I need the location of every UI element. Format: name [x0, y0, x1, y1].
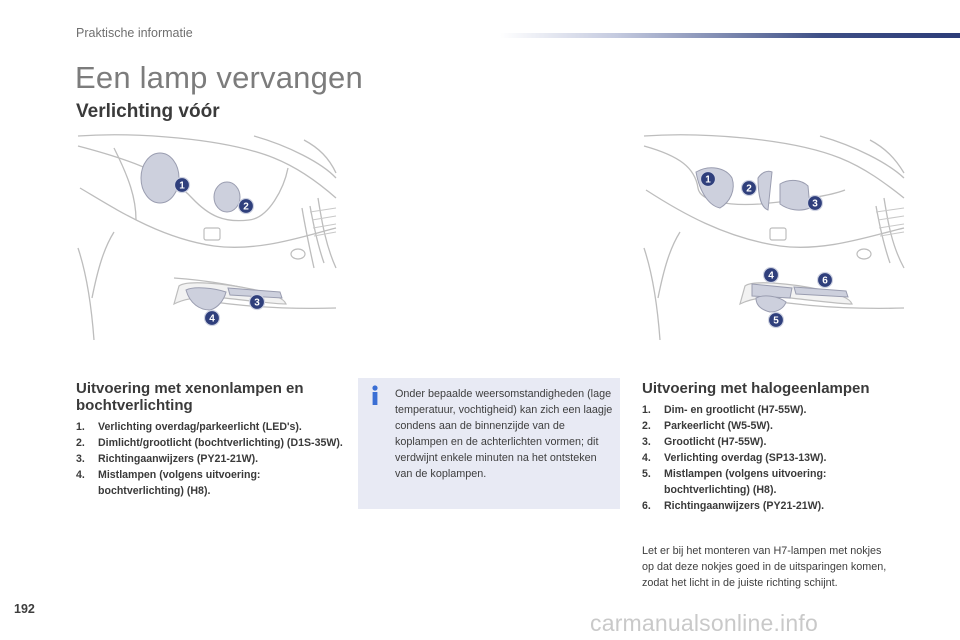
svg-text:1: 1 — [705, 174, 711, 186]
callout-badge-2 — [239, 199, 254, 214]
info-icon — [364, 384, 386, 406]
svg-text:1: 1 — [179, 180, 185, 192]
callout-badge-1 — [701, 172, 716, 187]
list-item: 4. Verlichting overdag (SP13-13W). — [642, 452, 827, 464]
svg-text:4: 4 — [209, 313, 215, 325]
callout-badge-1 — [175, 178, 190, 193]
svg-text:4: 4 — [768, 270, 774, 282]
halogen-headlamp-illustration — [640, 128, 906, 343]
callout-badge-4 — [764, 268, 779, 283]
list-item: 4. Mistlampen (volgens uitvoering: bochtverlichting) (H8). — [76, 469, 261, 497]
list-item: 1. Verlichting overdag/parkeerlicht (LED's). — [76, 421, 302, 433]
svg-text:3: 3 — [812, 198, 818, 210]
halogen-parts-list — [642, 402, 912, 514]
halogen-headlamp-drawing — [640, 128, 906, 343]
watermark: carmanualsonline.info — [590, 610, 818, 636]
svg-text:6: 6 — [822, 275, 828, 287]
page-number: 192 — [14, 602, 35, 616]
callout-badge-6 — [818, 273, 833, 288]
h7-mounting-note: Let er bij het monteren van H7-lampen met nokjes op dat deze nokjes goed in de uitsparingen komen, zodat het licht in de juiste richting schijnt. — [642, 545, 887, 589]
page-title: Een lamp vervangen — [75, 60, 363, 95]
svg-text:5: 5 — [773, 315, 779, 327]
list-item: 2. Dimlicht/grootlicht (bochtverlichting) (D1S-35W). — [76, 437, 343, 449]
list-item: 3. Grootlicht (H7-55W). — [642, 436, 767, 448]
header-accent-bar — [500, 33, 960, 38]
list-item: 3. Richtingaanwijzers (PY21-21W). — [76, 453, 259, 465]
xenon-headlamp-drawing — [74, 128, 338, 343]
section-title: Verlichting vóór — [76, 101, 220, 122]
running-header: Praktische informatie — [76, 26, 193, 40]
callout-badge-5 — [769, 313, 784, 328]
svg-text:3: 3 — [254, 297, 260, 309]
list-item: 1. Dim- en grootlicht (H7-55W). — [642, 404, 807, 416]
svg-text:2: 2 — [243, 201, 249, 213]
svg-text:2: 2 — [746, 183, 752, 195]
callout-badge-3 — [808, 196, 823, 211]
xenon-headlamp-illustration — [74, 128, 338, 343]
callout-badge-2 — [742, 181, 757, 196]
list-item: 6. Richtingaanwijzers (PY21-21W). — [642, 500, 825, 512]
halogen-subsection-title: Uitvoering met halogeenlampen — [642, 380, 870, 397]
list-item: 5. Mistlampen (volgens uitvoering: bochtverlichting) (H8). — [642, 468, 827, 496]
callout-badge-4 — [205, 311, 220, 326]
callout-badge-3 — [250, 295, 265, 310]
xenon-parts-list — [76, 419, 346, 499]
info-note-text: Onder bepaalde weersomstandigheden (lage temperatuur, vochtigheid) kan zich een laagje condens aan de binnenzijde van de koplampen en de achterlichten vormen; dit verdwijnt enkele minuten na het ontsteken van de koplampen. — [395, 388, 613, 480]
list-item: 2. Parkeerlicht (W5-5W). — [642, 420, 773, 432]
xenon-subsection-title: Uitvoering met xenonlampen en bochtverlichting — [76, 380, 304, 414]
